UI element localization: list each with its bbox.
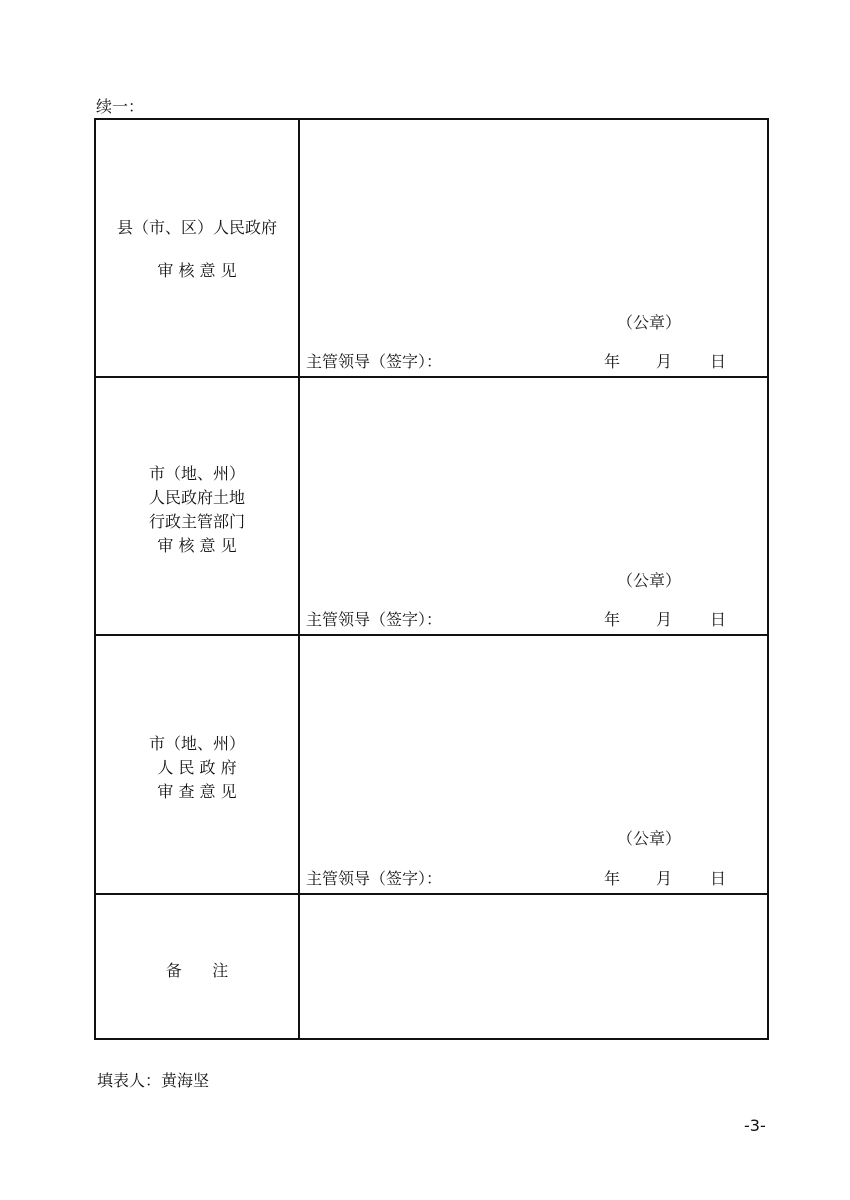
remarks-label-cell bbox=[96, 895, 300, 1038]
city-land-dept-label-line-3: 行政主管部门 bbox=[148, 512, 245, 531]
city-government-date-month: 月 bbox=[656, 869, 673, 888]
city-government-seal-text: （公章） bbox=[617, 829, 682, 848]
city-land-dept-date-month: 月 bbox=[656, 610, 673, 629]
approval-form-table bbox=[94, 118, 769, 1040]
county-official-seal-text: （公章） bbox=[617, 313, 682, 332]
city-land-dept-label-line-2: 人民政府土地 bbox=[148, 488, 245, 507]
page-number: -3- bbox=[744, 1116, 766, 1135]
remarks-label: 备 注 bbox=[165, 961, 229, 980]
city-land-dept-seal-text: （公章） bbox=[617, 571, 682, 590]
city-land-dept-label-cell bbox=[96, 378, 300, 634]
county-review-label-line-2: 审 核 意 见 bbox=[157, 261, 237, 280]
city-land-dept-date-day: 日 bbox=[710, 610, 727, 629]
county-date-year: 年 bbox=[604, 352, 621, 371]
continuation-label: 续一： bbox=[96, 97, 145, 116]
county-date-day: 日 bbox=[710, 352, 727, 371]
remarks-field[interactable] bbox=[300, 895, 767, 1038]
city-land-dept-label-line-4: 审 核 意 见 bbox=[157, 536, 237, 555]
county-signer-label: 主管领导（签字）： bbox=[306, 352, 443, 371]
city-government-date-day: 日 bbox=[710, 869, 727, 888]
county-review-label-cell bbox=[96, 120, 300, 376]
city-land-dept-label-line-1: 市（地、州） bbox=[148, 464, 245, 483]
city-government-opinion-field[interactable] bbox=[300, 636, 767, 893]
county-date-month: 月 bbox=[656, 352, 673, 371]
county-review-opinion-field[interactable] bbox=[300, 120, 767, 376]
city-government-label-line-1: 市（地、州） bbox=[148, 734, 245, 753]
city-land-dept-date-year: 年 bbox=[604, 610, 621, 629]
county-review-row bbox=[96, 120, 767, 378]
city-government-label-line-3: 审 查 意 见 bbox=[157, 782, 237, 801]
form-filler: 填表人：黄海坚 bbox=[97, 1071, 210, 1090]
city-government-review-row bbox=[96, 636, 767, 895]
city-government-label-line-2: 人 民 政 府 bbox=[157, 758, 237, 777]
city-land-dept-review-row bbox=[96, 378, 767, 636]
city-government-date-year: 年 bbox=[604, 869, 621, 888]
county-review-label-line-1: 县（市、区）人民政府 bbox=[116, 218, 277, 237]
remarks-row bbox=[96, 895, 767, 1038]
city-land-dept-opinion-field[interactable] bbox=[300, 378, 767, 634]
city-government-label-cell bbox=[96, 636, 300, 893]
city-government-signer-label: 主管领导（签字）： bbox=[306, 869, 443, 888]
city-land-dept-signer-label: 主管领导（签字）： bbox=[306, 610, 443, 629]
